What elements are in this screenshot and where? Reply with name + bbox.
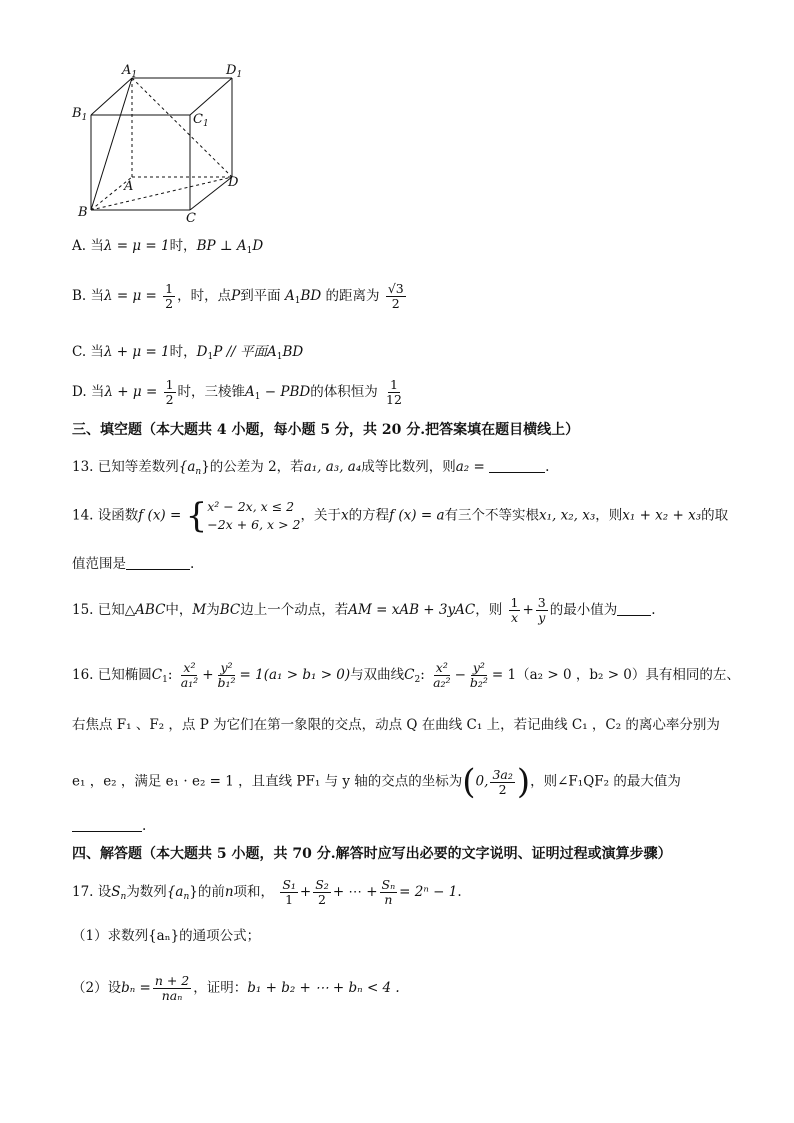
edge-c-d [190, 177, 232, 210]
question-17-part-2: （2）设bₙ = $\frac{n + 2}{\text{naₙ}}$ ，证明：b₁ + b₂ + ⋯ + bₙ < 4 . [72, 973, 400, 1003]
question-16-line-2: 右焦点 F₁ 、F₂ ，点 P 为它们在第一象限的交点，动点 Q 在曲线 C₁ 上，若记曲线 C₁ ，C₂ 的离心率分别为 [72, 717, 720, 733]
label-d: D [228, 175, 239, 190]
option-c: C. 当λ + μ = 1时，$D_1P$ // 平面$A_1BD$ [72, 344, 304, 362]
label-c: C [186, 211, 196, 226]
section-3-heading: 三、填空题（本大题共 4 小题，每小题 5 分，共 20 分.把答案填在题目横线上） [72, 422, 580, 438]
label-a1: $A_1$ [122, 63, 138, 80]
question-15: 15. 已知△ABC中，M为BC边上一个动点，若AM = xAB + 3yAC，则 $\frac{1}{x}$ + $\frac{3}{y}$ 的最小值为 . [72, 595, 656, 625]
answer-blank-13[interactable] [489, 460, 545, 473]
question-16-line-4: . [72, 818, 146, 834]
question-17-part-1: （1）求数列{aₙ}的通项公式； [72, 928, 261, 944]
question-14: 14. 设函数f (x) = { x² − 2x, x ≤ 2 −2x + 6, x > 2 ，关于x的方程f (x) = a有三个不等实根x₁, x₂, x₃，则x₁ + x₂ + x₃的取 [72, 496, 729, 537]
piecewise-brace: { [185, 496, 208, 537]
question-16: 16. 已知椭圆$C_1$: $\frac{\text{x²}}{\text{a₁²}}$ + $\frac{\text{y²}}{\text{b₁²}}$ = 1(a₁ > b₁ > 0)与双曲线$C_2$: $\frac{\text{x²}}{\text{a₂²}}$ − $\frac{\text{y²}}{\text{b₂²}}$ = 1（a₂ > 0 ，b₂ > 0）具有相同的左、 [72, 660, 740, 690]
question-17: 17. 设$S_n$为数列$\{a_n\}$的前n项和， $\frac{\text{S₁}}{1}$ + $\frac{\text{S₂}}{2}$ + ⋯ + $\frac{\text{Sₙ}}{n}$ = 2ⁿ − 1. [72, 877, 462, 907]
answer-blank-15[interactable] [617, 603, 651, 616]
label-c1: $C_1$ [193, 112, 209, 129]
hidden-edge-a1-d [132, 78, 232, 177]
label-a: A [124, 179, 134, 194]
question-13: 13. 已知等差数列$\{a_n\}$的公差为 2，若a₁, a₃, a₄成等比数列，则a₂ = . [72, 459, 550, 477]
cube-figure [66, 60, 266, 230]
label-b1: $B_1$ [72, 106, 88, 123]
answer-blank-16[interactable] [72, 819, 142, 832]
answer-blank-14[interactable] [126, 557, 190, 570]
option-b: B. 当λ = μ = $\frac{1}{2}$ ，时，点P到平面 $A_1BD$ 的距离为 $\frac{√3}{2}$ [72, 281, 404, 311]
option-d: D. 当λ + μ = $\frac{1}{2}$ 时，三棱锥$A_1$ − PBD的体积恒为 $\frac{1}{12}$ [72, 377, 402, 407]
section-4-heading: 四、解答题（本大题共 5 小题，共 70 分.解答时应写出必要的文字说明、证明过程或演算步骤） [72, 846, 672, 862]
label-b: B [78, 205, 88, 220]
edge-c1-d1 [190, 78, 232, 115]
option-a: A. 当λ = μ = 1时，BP ⊥ $A_1D$ [72, 238, 264, 256]
question-14-line-2: 值范围是 . [72, 556, 195, 572]
question-16-line-3: e₁ ，e₂ ，满足 e₁ · e₂ = 1 ，且直线 PF₁ 与 y 轴的交点的坐标为(0, $\frac{\text{3a₂}}{2}$ )，则∠F₁QF₂ 的最大值为 [72, 762, 681, 802]
label-d1: $D_1$ [226, 63, 243, 80]
